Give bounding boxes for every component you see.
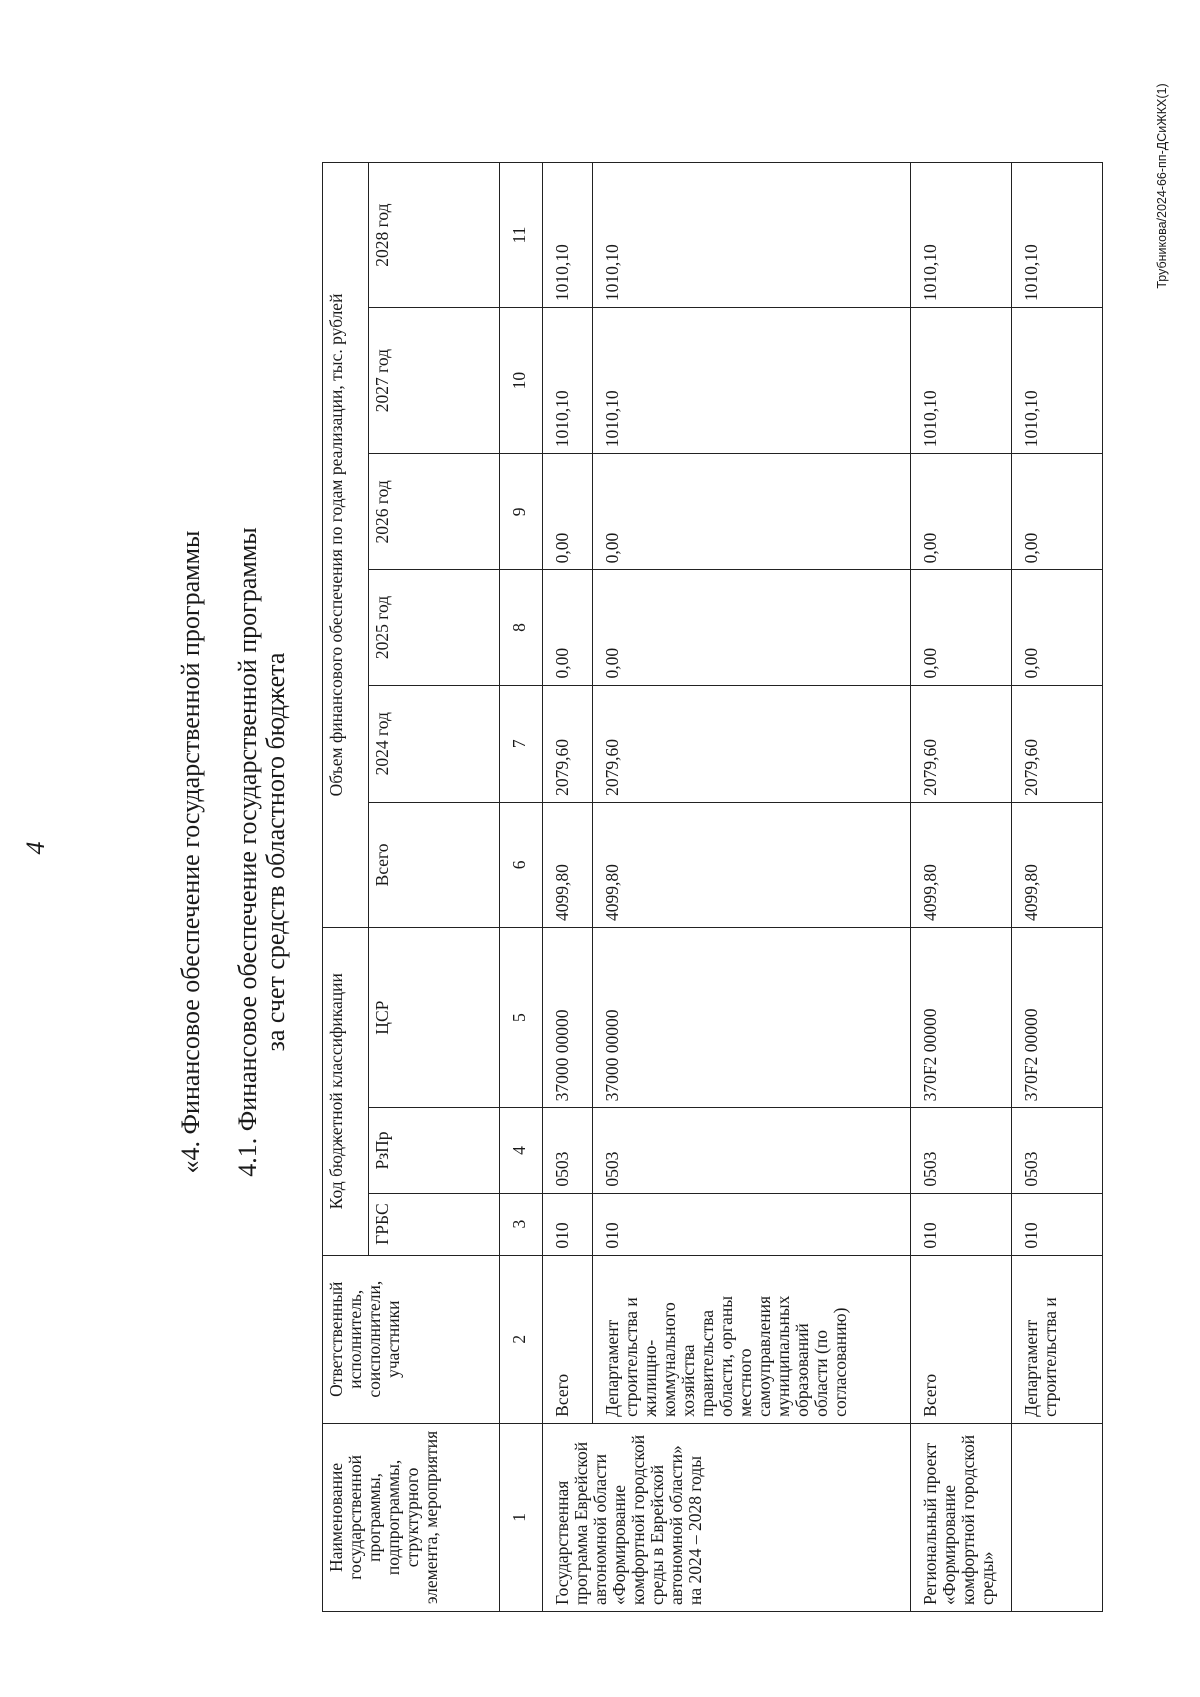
y2027-cell: 1010,10 [593,308,911,454]
finance-table [322,162,1103,1612]
executor-cell: Департамент строительства и жилищно-коммунального хозяйства правительства области, органы местного самоуправления муниципальных образований области (по согласованию) [593,1255,911,1423]
column-number: 8 [500,570,543,685]
column-number: 10 [500,308,543,454]
total-cell: 4099,80 [911,802,1012,927]
y2025-cell: 0,00 [911,570,1012,685]
table-header-row [323,163,369,1612]
y2024-cell: 2079,60 [1012,685,1103,802]
header-executor: Ответственный исполнитель, соисполнители, участники [323,1255,500,1423]
subsection-heading-line1: 4.1. Финансовое обеспечение государственной программы [233,527,262,1177]
column-number: 11 [500,163,543,308]
column-number: 1 [500,1423,543,1611]
header-name: Наименование государственной программы, подпрограммы, структурного элемента, мероприятия [323,1423,500,1611]
y2028-cell: 1010,10 [1012,163,1103,308]
csr-cell: 370F2 00000 [911,927,1012,1107]
y2024-cell: 2079,60 [593,685,911,802]
header-2026: 2026 год [369,454,500,570]
table-row [1012,163,1103,1612]
column-number-row [500,163,543,1612]
column-number: 6 [500,802,543,927]
y2026-cell: 0,00 [593,454,911,570]
header-2027: 2027 год [369,308,500,454]
program-name: Государственная программа Еврейской автономной области «Формирование комфортной городской среды в Еврейской автономной области» на 2024 – 2028 годы [543,1423,911,1611]
header-rzpr: РзПр [369,1108,500,1193]
header-grbs: ГРБС [369,1193,500,1255]
table-row [593,163,911,1612]
grbs-cell: 010 [593,1193,911,1255]
document-footer: Трубникова/2024-66-пп-ДСиЖКХ(1) [1155,83,1169,289]
rzpr-cell: 0503 [593,1108,911,1193]
total-cell: 4099,80 [593,802,911,927]
header-volume: Объем финансового обеспечения по годам реализации, тыс. рублей [323,163,369,928]
project-name: Региональный проект «Формирование комфортной городской среды» [911,1423,1012,1611]
subsection-heading-line2: за счет средств областного бюджета [261,652,290,1052]
header-budget-code: Код бюджетной классификации [323,927,369,1255]
table-row [911,163,1012,1612]
subsection-heading [234,527,290,1177]
y2028-cell: 1010,10 [911,163,1012,308]
y2027-cell: 1010,10 [1012,308,1103,454]
csr-cell: 370F2 00000 [1012,927,1103,1107]
y2025-cell: 0,00 [543,570,593,685]
rzpr-cell: 0503 [911,1108,1012,1193]
column-number: 5 [500,927,543,1107]
y2027-cell: 1010,10 [911,308,1012,454]
grbs-cell: 010 [911,1193,1012,1255]
header-csr: ЦСР [369,927,500,1107]
rzpr-cell: 0503 [1012,1108,1103,1193]
column-number: 7 [500,685,543,802]
grbs-cell: 010 [543,1193,593,1255]
column-number: 3 [500,1193,543,1255]
total-cell: 4099,80 [1012,802,1103,927]
header-2024: 2024 год [369,685,500,802]
header-2028: 2028 год [369,163,500,308]
y2026-cell: 0,00 [1012,454,1103,570]
csr-cell: 37000 00000 [593,927,911,1107]
y2026-cell: 0,00 [911,454,1012,570]
column-number: 9 [500,454,543,570]
header-total: Всего [369,802,500,927]
table-row [543,163,593,1612]
column-number: 4 [500,1108,543,1193]
header-2025: 2025 год [369,570,500,685]
y2026-cell: 0,00 [543,454,593,570]
section-heading: «4. Финансовое обеспечение государственной программы [176,530,205,1174]
y2025-cell: 0,00 [593,570,911,685]
executor-cell: Департамент строительства и [1012,1255,1103,1423]
y2028-cell: 1010,10 [543,163,593,308]
rzpr-cell: 0503 [543,1108,593,1193]
executor-cell: Всего [911,1255,1012,1423]
y2028-cell: 1010,10 [593,163,911,308]
y2024-cell: 2079,60 [543,685,593,802]
y2024-cell: 2079,60 [911,685,1012,802]
total-cell: 4099,80 [543,802,593,927]
csr-cell: 37000 00000 [543,927,593,1107]
executor-cell: Всего [543,1255,593,1423]
finance-table-container [322,162,1102,1612]
empty-name-cell [1012,1423,1103,1611]
column-number: 2 [500,1255,543,1423]
grbs-cell: 010 [1012,1193,1103,1255]
y2025-cell: 0,00 [1012,570,1103,685]
page-number: 4 [21,841,50,855]
y2027-cell: 1010,10 [543,308,593,454]
